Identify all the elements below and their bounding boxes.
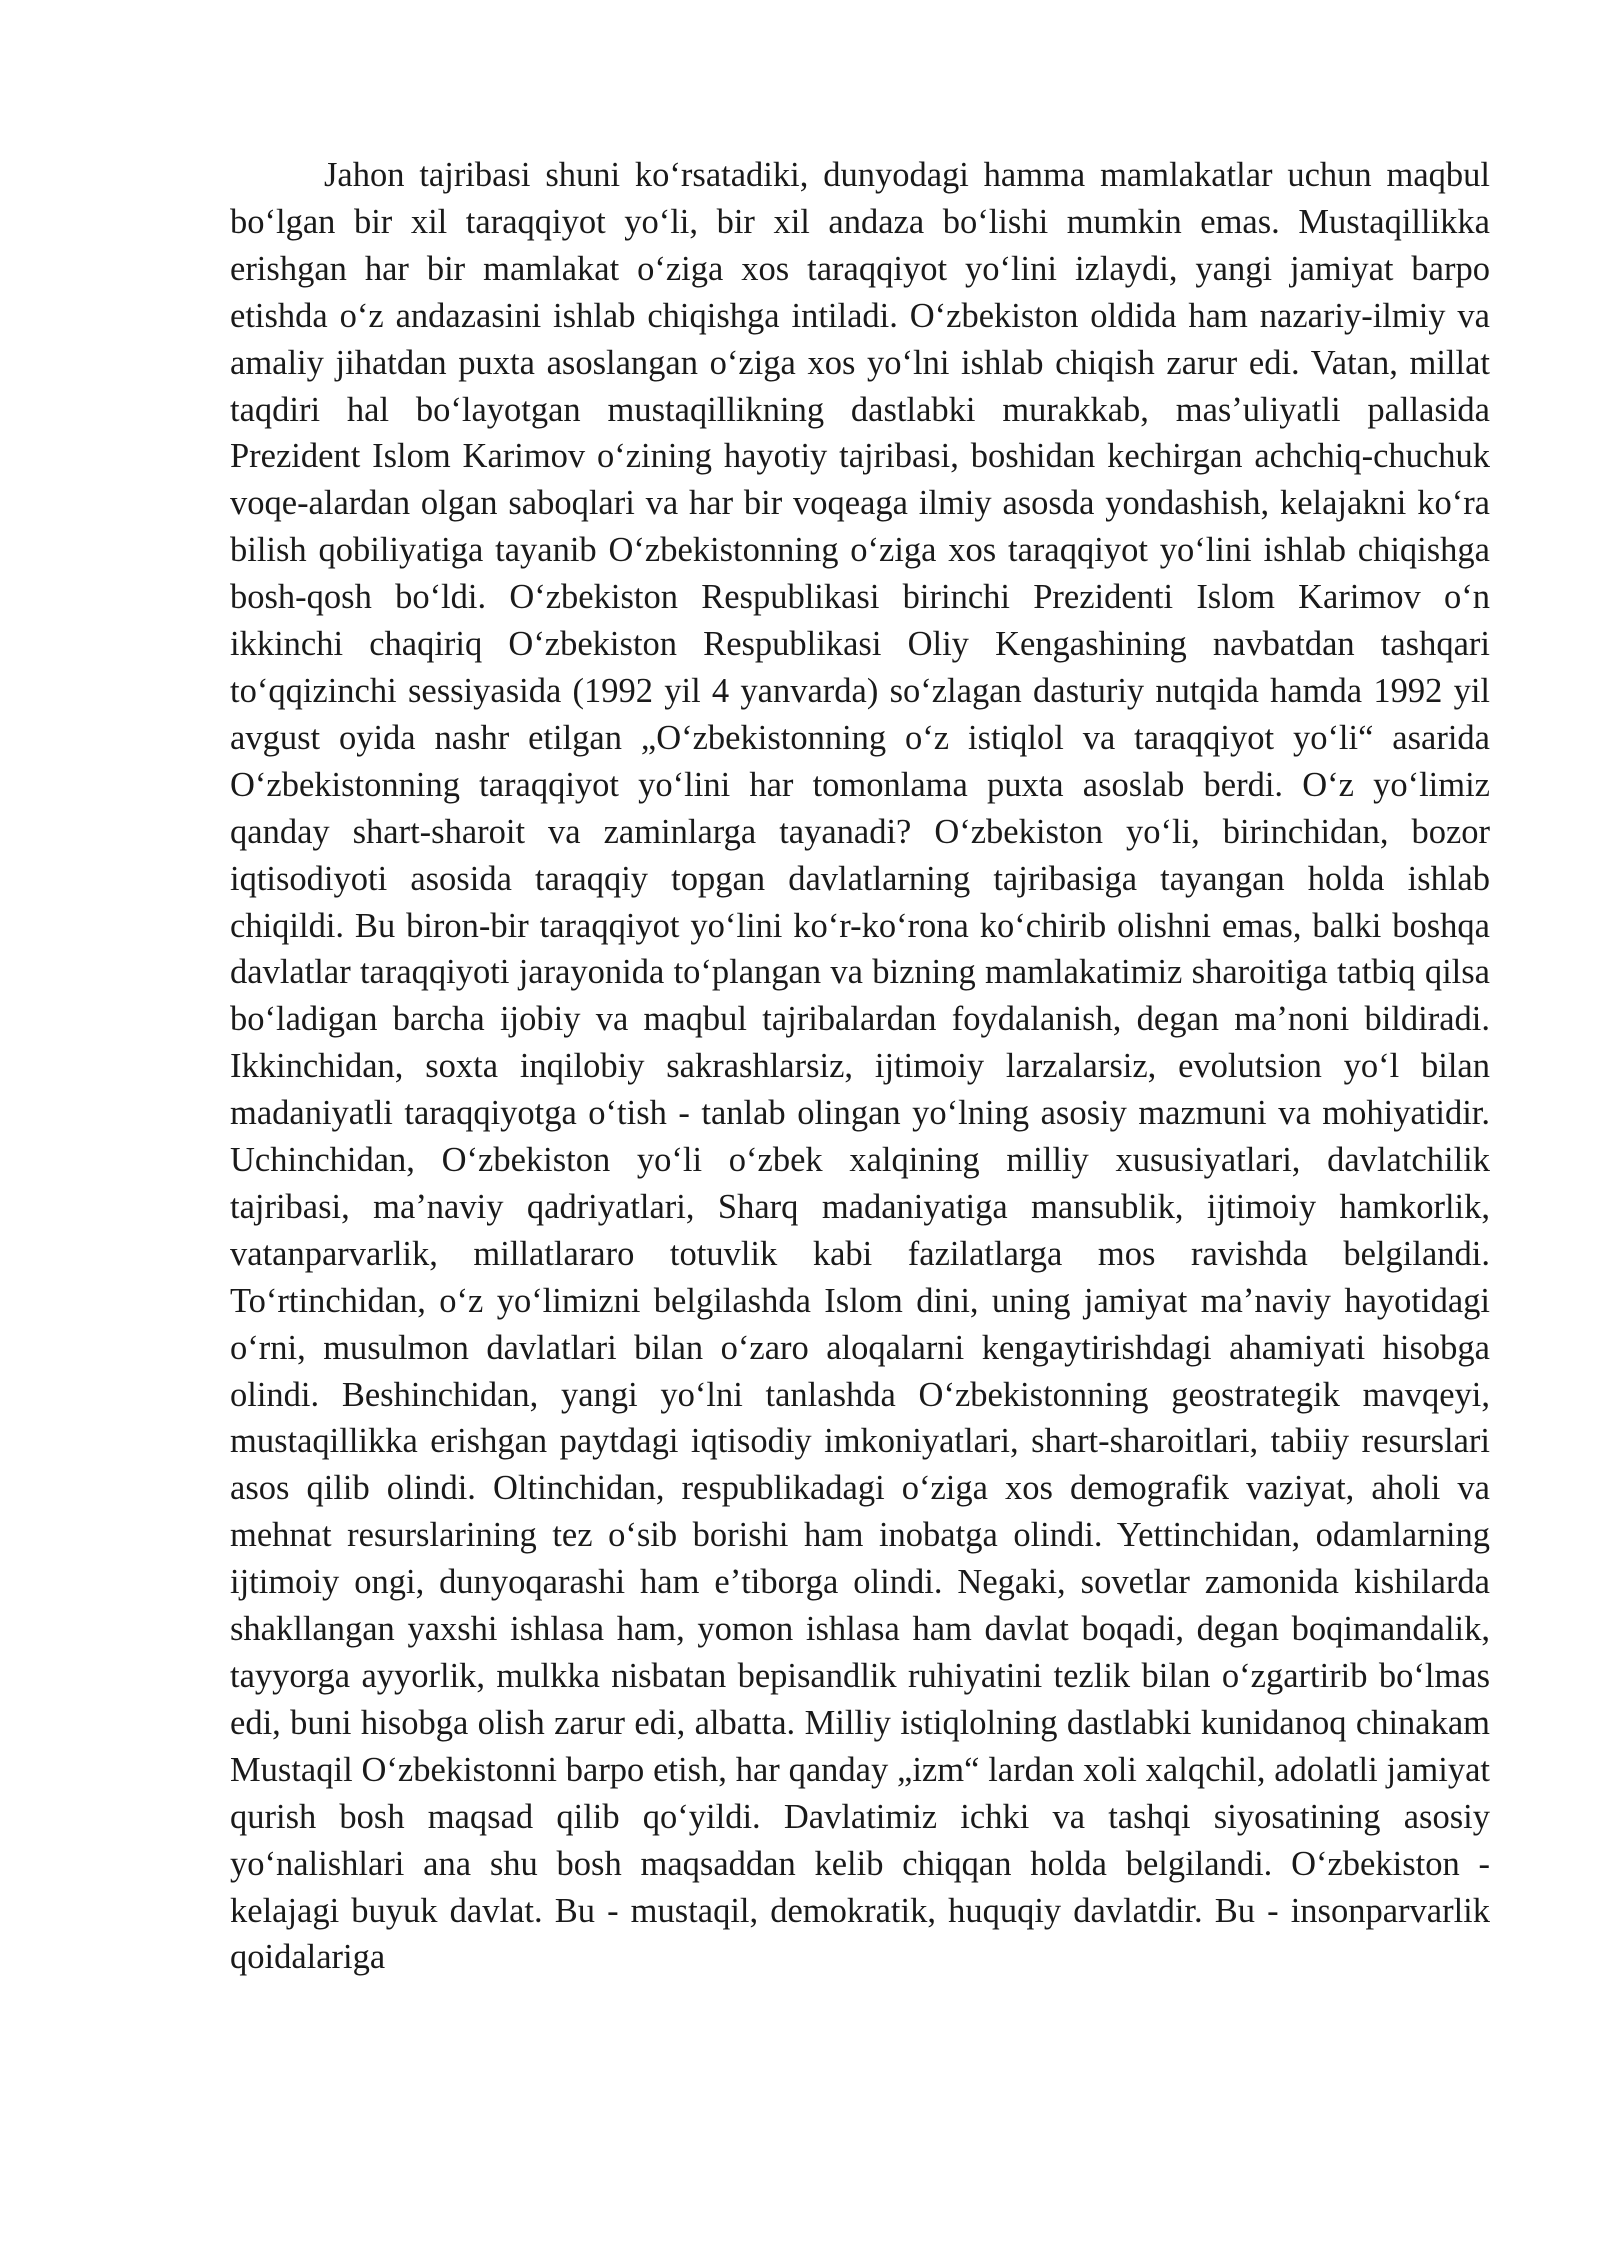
body-paragraph: Jahon tajribasi shuni koʻrsatadiki, dunyodagi hamma mamlakatlar uchun maqbul boʻlgan bir xil taraqqiyot yoʻli, bir xil andaza boʻlishi mumkin emas. Mustaqillikka erishgan har bir mamlakat oʻziga xos taraqqiyot yoʻlini izlaydi, yangi jamiyat barpo etishda oʻz andazasini ishlab chiqishga intiladi. Oʻzbekiston oldida ham nazariy-ilmiy va amaliy jihatdan puxta asoslangan oʻziga xos yoʻlni ishlab chiqish zarur edi. Vatan, millat taqdiri hal boʻlayotgan mustaqillikning dastlabki murakkab, masʼuliyatli pallasida Prezident Islom Karimov oʻzining hayotiy tajribasi, boshidan kechirgan achchiq-chuchuk voqe-alardan olgan saboqlari va har bir voqeaga ilmiy asosda yondashish, kelajakni koʻra bilish qobiliyatiga tayanib Oʻzbekistonning oʻziga xos taraqqiyot yoʻlini ishlab chiqishga bosh-qosh boʻldi. Oʻzbekiston Respublikasi birinchi Prezidenti Islom Karimov oʻn ikkinchi chaqiriq Oʻzbekiston Respublikasi Oliy Kengashining navbatdan tashqari toʻqqizinchi sessiyasida (1992 yil 4 yanvarda) soʻzlagan dasturiy nutqida hamda 1992 yil avgust oyida nashr etilgan „Oʻzbekistonning oʻz istiqlol va taraqqiyot yoʻli“ asarida Oʻzbekistonning taraqqiyot yoʻlini har tomonlama puxta asoslab berdi. Oʻz yoʻlimiz qanday shart-sharoit va zaminlarga tayanadi? Oʻzbekiston yoʻli, birinchidan, bozor iqtisodiyoti asosida taraqqiy topgan davlatlarning tajribasiga tayangan holda ishlab chiqildi. Bu biron-bir taraqqiyot yoʻlini koʻr-koʻrona koʻchirib olishni emas, balki boshqa davlatlar taraqqiyoti jarayonida toʻplangan va bizning mamlakatimiz sharoitiga tatbiq qilsa boʻladigan barcha ijobiy va maqbul tajribalardan foydalanish, degan maʼnoni bildiradi. Ikkinchidan, soxta inqilobiy sakrashlarsiz, ijtimoiy larzalarsiz, evolutsion yoʻl bilan madaniyatli taraqqiyotga oʻtish - tanlab olingan yoʻlning asosiy mazmuni va mohiyatidir. Uchinchidan, Oʻzbekiston yoʻli oʻzbek xalqining milliy xususiyatlari, davlatchilik tajribasi, maʼnaviy qadriyatlari, Sharq madaniyatiga mansublik, ijtimoiy hamkorlik, vatanparvarlik, millatlararo totuvlik kabi fazilatlarga mos ravishda belgilandi. Toʻrtinchidan, oʻz yoʻlimizni belgilashda Islom dini, uning jamiyat maʼnaviy hayotidagi oʻrni, musulmon davlatlari bilan oʻzaro aloqalarni kengaytirishdagi ahamiyati hisobga olindi. Beshinchidan, yangi yoʻlni tanlashda Oʻzbekistonning geostrategik mavqeyi, mustaqillikka erishgan paytdagi iqtisodiy imkoniyatlari, shart-sharoitlari, tabiiy resurslari asos qilib olindi. Oltinchidan, respublikadagi oʻziga xos demografik vaziyat, aholi va mehnat resurslarining tez oʻsib borishi ham inobatga olindi. Yettinchidan, odamlarning ijtimoiy ongi, dunyoqarashi ham eʼtiborga olindi. Negaki, sovetlar zamonida kishilarda shakllangan yaxshi ishlasa ham, yomon ishlasa ham davlat boqadi, degan boqimandalik, tayyorga ayyorlik, mulkka nisbatan bepisandlik ruhiyatini tezlik bilan oʻzgartirib boʻlmas edi, buni hisobga olish zarur edi, albatta. Milliy istiqlolning dastlabki kunidanoq chinakam Mustaqil Oʻzbekistonni barpo etish, har qanday „izm“ lardan xoli xalqchil, adolatli jamiyat qurish bosh maqsad qilib qoʻyildi. Davlatimiz ichki va tashqi siyosatining asosiy yoʻnalishlari ana shu bosh maqsaddan kelib chiqqan holda belgilandi. Oʻzbekiston - kelajagi buyuk davlat. Bu - mustaqil, demokratik, huquqiy davlatdir. Bu - insonparvarlik qoidalariga <box>230 156 1490 1977</box>
